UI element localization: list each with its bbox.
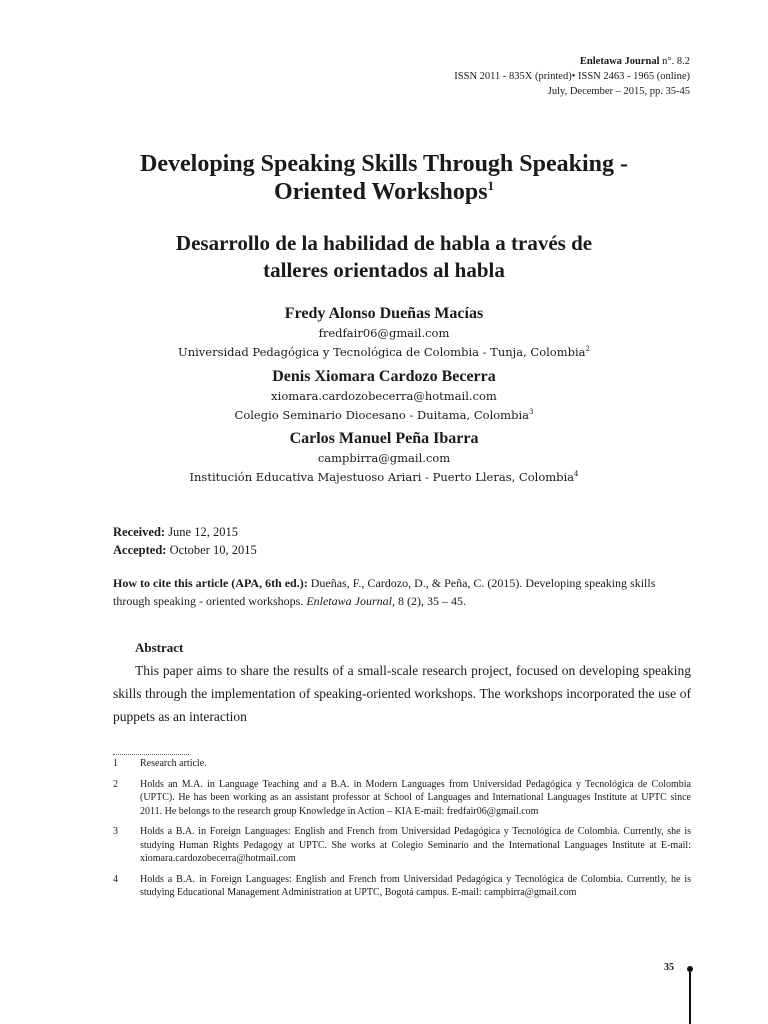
author-institution-text: Institución Educativa Majestuoso Ariari - Puerto Lleras, Colombia (189, 469, 575, 484)
received-label: Received: (113, 525, 166, 539)
journal-header (454, 54, 690, 99)
footnote-number: 2 (113, 778, 118, 790)
footnote-number: 3 (113, 826, 118, 837)
footnote-divider (113, 754, 189, 755)
paper-title-line2-wrap (0, 178, 768, 206)
footnote-item (113, 825, 691, 866)
author-block-1 (0, 303, 768, 360)
author-institution-text: Colegio Seminario Diocesano - Duitama, Colombia (234, 407, 529, 422)
abstract-title: Abstract (135, 640, 184, 655)
citation (113, 574, 691, 610)
author-institution (0, 341, 768, 360)
footnote-item (113, 757, 691, 771)
journal-issue: n°. 8.2 (659, 56, 690, 67)
author-email[interactable]: campbirra@gmail.com (317, 451, 451, 465)
paper-title (0, 150, 768, 206)
paper-subtitle-line2: talleres orientados al habla (263, 258, 505, 282)
abstract-text: This paper aims to share the results of a small-scale research project, focused on developing speaking skills through the implementation of speaking-oriented workshops. The workshops incorporated the use of puppets as an interaction (113, 663, 691, 724)
journal-name: Enletawa Journal (579, 56, 660, 67)
paper-title-line1: Developing Speaking Skills Through Speaking - (140, 151, 628, 177)
author-block-2 (0, 366, 768, 423)
journal-dates-pages: July, December – 2015, pp. 35-45 (547, 86, 690, 97)
citation-text1: Dueñas, F., Cardozo, D., & Peña, C. (2015). Developing speaking skills through speaking - oriented workshops. (113, 576, 656, 608)
author-footnote-mark[interactable]: 2 (585, 345, 590, 353)
received-value: June 12, 2015 (165, 525, 238, 539)
author-institution (0, 466, 768, 485)
accepted-date (113, 541, 257, 559)
accepted-label: Accepted: (113, 543, 167, 557)
footnote-text: Holds a B.A. in Foreign Languages: English and French from Universidad Pedagógica y Tecnológica de Colombia. Currently, he is studying Educational Management Administration at UPTC, Bogotá campus. E-mail: campbirra@gmail.com (140, 873, 691, 898)
accepted-value: October 10, 2015 (166, 543, 257, 557)
author-email[interactable]: fredfair06@gmail.com (318, 326, 450, 340)
author-name: Denis Xiomara Cardozo Becerra (272, 368, 496, 385)
citation-journal: Enletawa Journal, (306, 594, 395, 608)
footnotes (113, 757, 691, 907)
author-block-3 (0, 428, 768, 485)
footnote-text: Holds an M.A. in Language Teaching and a B.A. in Modern Languages from Universidad Pedagógica y Tecnológica de Colombia (UPTC). He has been working as an assistant professor at School of Languages and International Languages Institute at UPTC since 2011. He belongs to the research group Knowledge in Action – KIA E-mail: fredfair06@gmail.com (140, 778, 691, 817)
journal-issn: ISSN 2011 - 835X (printed)• ISSN 2463 - 1965 (online) (454, 71, 690, 82)
author-footnote-mark[interactable]: 4 (574, 470, 579, 478)
journal-issue-line (454, 54, 690, 69)
paper-title-line2: Oriented Workshops (273, 179, 488, 205)
article-dates (113, 523, 257, 559)
footnote-number: 4 (113, 873, 118, 885)
author-email[interactable]: xiomara.cardozobecerra@hotmail.com (271, 389, 497, 403)
paper-subtitle (0, 230, 768, 284)
title-footnote-mark[interactable]: 1 (487, 178, 495, 193)
author-name: Fredy Alonso Dueñas Macías (284, 305, 484, 322)
footnote-text: Research article. (140, 758, 207, 769)
footnote-item (113, 778, 691, 819)
received-date (113, 523, 257, 541)
footnote-item (113, 873, 691, 900)
footnote-text: Holds a B.A. in Foreign Languages: English and French from Universidad Pedagógica y Tecnológica de Colombia. Currently, she is studying Human Rights Pedagogy at UPTC. She works at Colegio Seminario and the International Languages Institute at E-mail: xiomara.cardozobecerra@hotmail.com (140, 826, 691, 864)
paper-subtitle-line1: Desarrollo de la habilidad de habla a través de (175, 231, 593, 255)
author-institution-text: Universidad Pedagógica y Tecnológica de Colombia - Tunja, Colombia (178, 344, 586, 359)
page-marker-line (689, 972, 691, 1024)
author-name: Carlos Manuel Peña Ibarra (289, 430, 479, 447)
author-institution (0, 404, 768, 423)
footnote-number: 1 (113, 758, 118, 769)
citation-label: How to cite this article (APA, 6th ed.): (113, 576, 308, 590)
citation-text2: 8 (2), 35 – 45. (394, 594, 466, 608)
author-footnote-mark[interactable]: 3 (528, 408, 534, 416)
page-number: 35 (664, 962, 674, 973)
